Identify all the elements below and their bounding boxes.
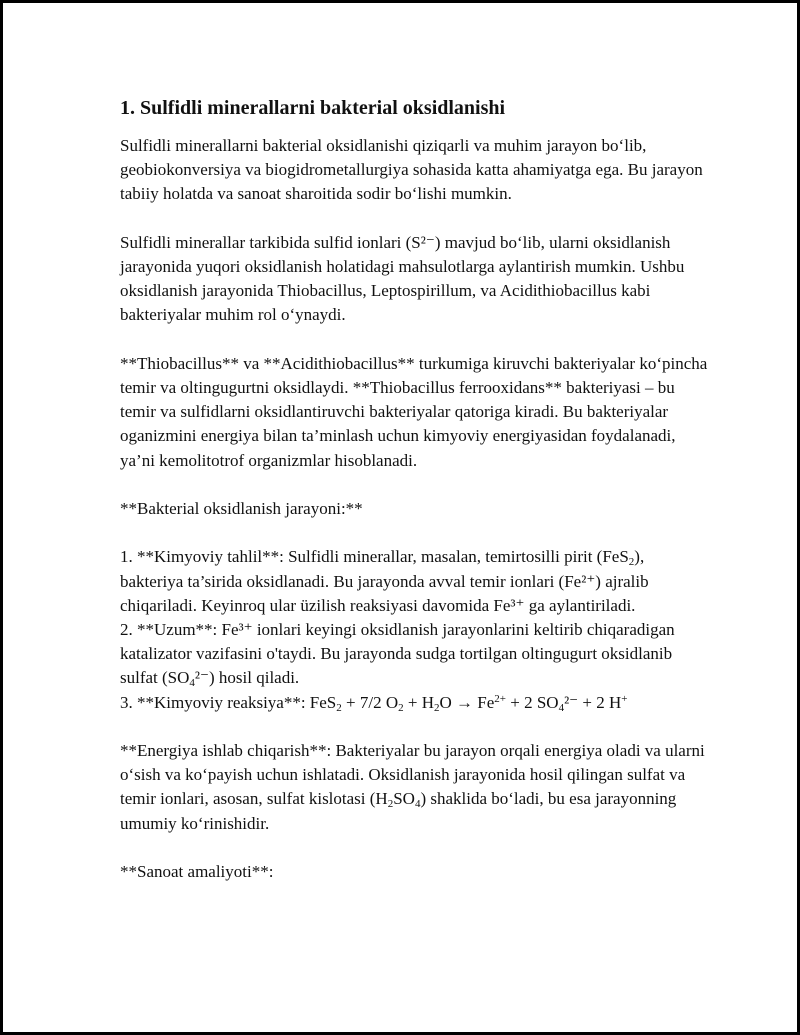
subscript: 4 xyxy=(414,798,421,811)
paragraph-text: **Energiya ishlab chiqarish**: Bakteriyalar bu jarayon orqali energiya oladi va ularni o‘sish va ko‘payish uchun ishlatadi. Oksidlanish jarayonida hosil qilingan sulfat va temir ionlari, asosan, sulfat kislotasi (H xyxy=(120,741,705,809)
paragraph-spacer xyxy=(120,207,710,231)
list-item-text: ), bakteriya ta’sirida oksidlanadi. Bu jarayonda avval temir ionlari (Fe²⁺) ajralib chiqariladi. Keyinroq ular üzilish reaksiyasi davomida Fe³⁺ ga aylantiriladi. xyxy=(120,547,649,615)
paragraph-energy xyxy=(120,739,710,836)
reaction-text: ²⁻ + 2 H xyxy=(564,692,622,712)
superscript: 2+ xyxy=(494,692,506,705)
subscript: 2 xyxy=(336,701,342,714)
list-item-text: 1. **Kimyoviy tahlil**: Sulfidli minerallar, masalan, temirtosilli pirit (FeS xyxy=(120,547,629,567)
paragraph-spacer xyxy=(120,715,710,739)
subscript: 2 xyxy=(433,701,440,714)
list-item xyxy=(120,545,710,618)
document-body xyxy=(120,94,710,884)
subscript: 2 xyxy=(398,701,404,714)
superscript: + xyxy=(621,692,628,705)
list-item-reaction xyxy=(120,691,710,715)
paragraph-spacer xyxy=(120,328,710,352)
section-heading-industry: **Sanoat amaliyoti**: xyxy=(120,862,274,881)
reaction-text: O → Fe xyxy=(439,692,495,712)
reaction-text: + 2 SO xyxy=(505,692,559,712)
reaction-text: 3. **Kimyoviy reaksiya**: FeS xyxy=(120,692,337,712)
paragraph-spacer xyxy=(120,473,710,497)
section-heading-process: **Bakterial oksidlanish jarayoni:** xyxy=(120,499,363,518)
subscript: 4 xyxy=(189,677,195,690)
subscript: 2 xyxy=(387,798,394,811)
subscript: 2 xyxy=(628,556,635,569)
paragraph-spacer xyxy=(120,836,710,860)
paragraph-sulfide-ions: Sulfidli minerallar tarkibida sulfid ionlari (S²⁻) mavjud bo‘lib, ularni oksidlanish jarayonida yuqori oksidlanish holatidagi mahsulotlarga aylantirish mumkin. Ushbu oksidlanish jarayonida Thiobacillus, Leptospirillum, va Acidithiobacillus kabi bakteriyalar muhim rol o‘ynaydi. xyxy=(120,232,685,325)
paragraph-text: ) shaklida bo‘ladi, bu esa jarayonning umumiy ko‘rinishidir. xyxy=(120,789,677,833)
paragraph-intro: Sulfidli minerallarni bakterial oksidlanishi qiziqarli va muhim jarayon bo‘lib, geobiokonversiya va biogidrometallurgiya sohasida katta ahamiyatga ega. Bu jarayon tabiiy holatda va sanoat sharoitida sodir bo‘lishi mumkin. xyxy=(120,136,703,204)
list-item-text: ²⁻) hosil qiladi. xyxy=(194,668,300,688)
document-title: 1. Sulfidli minerallarni bakterial oksidlanishi xyxy=(120,97,506,119)
reaction-text: + H xyxy=(403,692,434,712)
paragraph-bacteria: **Thiobacillus** va **Acidithiobacillus** turkumiga kiruvchi bakteriyalar ko‘pincha temir va oltingugurtni oksidlaydi. **Thiobacillus ferrooxidans** bakteriyasi – bu temir va sulfidlarni oksidlantiruvchi bakteriyalar qatoriga kiradi. Bu bakteriyalar oganizmini energiya bilan ta’minlash uchun kimyoviy energiyasidan foydalanadi, ya’ni kemolitotrof organizmlar hisoblanadi. xyxy=(120,353,708,470)
paragraph-text: SO xyxy=(393,789,415,809)
subscript: 4 xyxy=(558,701,565,714)
paragraph-spacer xyxy=(120,521,710,545)
list-item-text: 2. **Uzum**: Fe³⁺ ionlari keyingi oksidlanish jarayonlarini keltirib chiqaradigan katalizator vazifasini o'taydi. Bu jarayonda sudga tortilgan oltingugurt oksidlanib sulfat (SO xyxy=(120,620,675,688)
reaction-text: + 7/2 O xyxy=(341,692,399,712)
list-item xyxy=(120,618,710,691)
